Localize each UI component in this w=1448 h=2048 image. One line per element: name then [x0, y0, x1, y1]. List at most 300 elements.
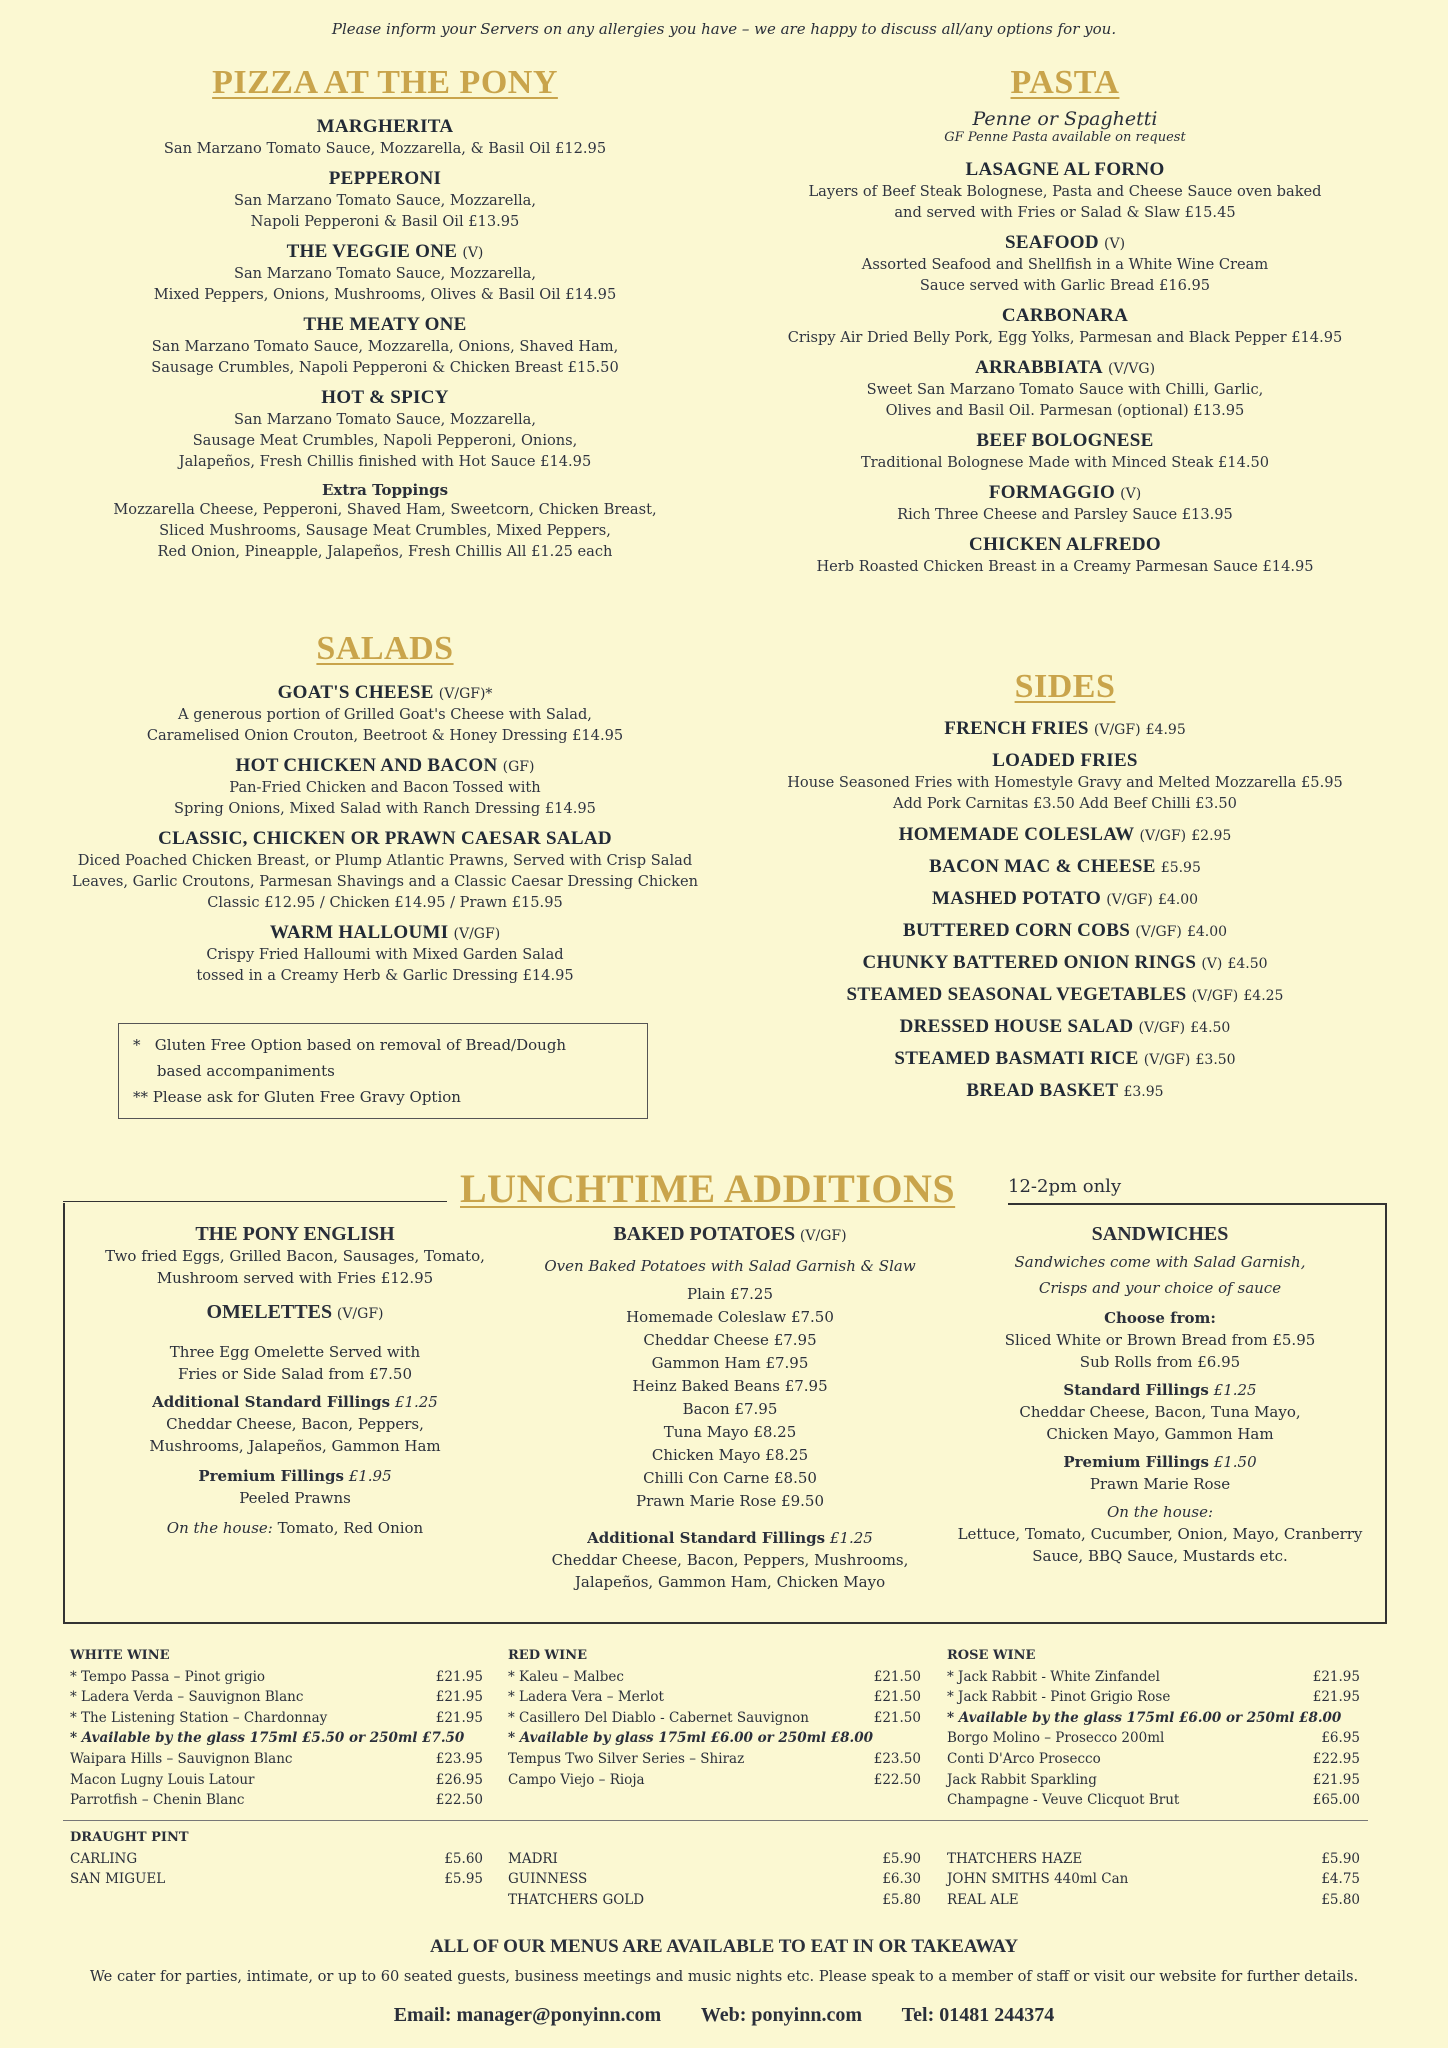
price-row-name: SAN MIGUEL: [70, 1871, 166, 1888]
menu-item-heading: [55, 922, 715, 944]
price-row-name: Champagne - Veuve Clicquot Brut: [947, 1792, 1180, 1809]
std-price: £1.25: [394, 1393, 438, 1411]
omelettes-heading: [85, 1301, 505, 1325]
menu-item-tag: (V/GF)*: [438, 686, 493, 702]
omelettes-name: OMELETTES: [206, 1301, 333, 1323]
menu-item-heading: [60, 116, 710, 138]
menu-item-name: BUTTERED CORN COBS: [902, 920, 1131, 941]
price-row-name: * Available by the glass 175ml £6.00 or 250ml £8.00: [947, 1709, 1342, 1726]
choose-desc: Sliced White or Brown Bread from £5.95 Sub Rolls from £6.95: [1004, 1331, 1316, 1371]
divider: [63, 1201, 447, 1202]
potato-option: Chilli Con Carne £8.50: [643, 1469, 817, 1487]
price-row-name: Parrotfish – Chenin Blanc: [70, 1792, 245, 1809]
potato-option: Bacon £7.95: [682, 1400, 778, 1418]
lunch-col-middle: [510, 1223, 950, 1593]
potato-option: Gammon Ham £7.95: [651, 1354, 809, 1372]
pasta-subtitle: Penne or Spaghetti: [972, 108, 1158, 130]
menu-item-heading: [740, 305, 1390, 327]
menu-item: [60, 241, 710, 305]
omelettes-std: [85, 1391, 505, 1413]
menu-item: [740, 1080, 1390, 1102]
menu-item-name: FORMAGGIO: [988, 482, 1116, 503]
menu-item-desc: Crispy Fried Halloumi with Mixed Garden Salad tossed in a Creamy Herb & Garlic Dressing £14.95: [196, 946, 574, 984]
price-row-name: * Jack Rabbit - White Zinfandel: [947, 1668, 1160, 1685]
menu-item-tag: (V/GF): [1093, 722, 1141, 738]
menu-item-name: FRENCH FRIES: [944, 718, 1089, 739]
white-wine-title: WHITE WINE: [70, 1648, 170, 1663]
price-row-price: £21.50: [873, 1668, 921, 1685]
red-wine: [508, 1646, 921, 1790]
menu-item-heading: [740, 430, 1390, 452]
menu-item-price: £4.95: [1145, 722, 1186, 738]
price-row: [508, 1849, 921, 1870]
menu-item: [740, 1048, 1390, 1070]
menu-item-desc: Assorted Seafood and Shellfish in a White Wine Cream Sauce served with Garlic Bread £16.95: [861, 256, 1269, 294]
price-row-name: * Ladera Vera – Merlot: [508, 1689, 664, 1706]
menu-item: [60, 387, 710, 472]
potato-option: Prawn Marie Rose £9.50: [636, 1492, 824, 1510]
price-row: [947, 1890, 1360, 1911]
footer-headline: ALL OF OUR MENUS ARE AVAILABLE TO EAT IN OR TAKEAWAY: [429, 1936, 1019, 1957]
menu-item-desc: House Seasoned Fries with Homestyle Gravy and Melted Mozzarella £5.95 Add Pork Carnitas £3.50 Add Beef Chilli £3.50: [787, 774, 1343, 812]
menu-item-heading: [740, 952, 1390, 974]
price-row-name: REAL ALE: [947, 1891, 1019, 1908]
menu-item-price: £4.00: [1157, 892, 1199, 908]
price-row-name: THATCHERS GOLD: [508, 1891, 645, 1908]
menu-item-price: £4.50: [1190, 1020, 1231, 1036]
std-label: Additional Standard Fillings: [152, 1393, 391, 1411]
potato-option: Homemade Coleslaw £7.50: [626, 1308, 834, 1326]
menu-item-name: MARGHERITA: [316, 116, 454, 137]
menu-item-heading: [740, 232, 1390, 254]
price-row-price: £5.90: [882, 1850, 921, 1867]
price-row: [947, 1728, 1360, 1749]
note-line: * Gluten Free Option based on removal of Bread/Dough: [133, 1036, 567, 1054]
price-row: [508, 1708, 921, 1729]
price-row: [947, 1849, 1360, 1870]
omelettes-desc: Three Egg Omelette Served with Fries or Side Salad from £7.50: [169, 1343, 421, 1383]
price-row-name: * Jack Rabbit - Pinot Grigio Rose: [947, 1689, 1171, 1706]
menu-item-name: CLASSIC, CHICKEN OR PRAWN CAESAR SALAD: [158, 828, 612, 849]
menu-item: [740, 856, 1390, 878]
menu-item-heading: [740, 482, 1390, 504]
price-row-name: GUINNESS: [508, 1871, 588, 1888]
price-row-price: £23.95: [435, 1750, 483, 1767]
salad-items: [55, 682, 715, 986]
pasta-section: [740, 64, 1390, 586]
menu-item-heading: [740, 888, 1390, 910]
menu-item: [60, 168, 710, 232]
lunch-col-right: [950, 1223, 1370, 1567]
menu-item: [740, 920, 1390, 942]
potato-option: Cheddar Cheese £7.95: [643, 1331, 817, 1349]
menu-item-name: CARBONARA: [1001, 305, 1129, 326]
menu-item: [740, 1016, 1390, 1038]
rose-wine: [947, 1646, 1360, 1811]
lunch-col-left: [85, 1223, 505, 1539]
extra-toppings-desc: Mozzarella Cheese, Pepperoni, Shaved Ham, Sweetcorn, Chicken Breast, Sliced Mushrooms, Sausage Meat Crumbles, Mixed Peppers, Red Onion, Pineapple, Jalapeños, Fresh Chillis All £1.25 each: [113, 501, 657, 560]
menu-item-name: BEEF BOLOGNESE: [976, 430, 1154, 451]
price-row-name: * Available by the glass 175ml £5.50 or 250ml £7.50: [70, 1730, 465, 1747]
menu-item-name: DRESSED HOUSE SALAD: [899, 1016, 1134, 1037]
price-row: [70, 1790, 483, 1811]
menu-item-heading: [740, 750, 1390, 772]
price-row-price: £22.95: [1312, 1750, 1360, 1767]
price-row-price: £23.50: [873, 1750, 921, 1767]
red-wine-title: RED WINE: [508, 1648, 587, 1663]
price-row: [70, 1869, 483, 1890]
menu-item-desc: Pan-Fried Chicken and Bacon Tossed with Spring Onions, Mixed Salad with Ranch Dressing £14.95: [174, 779, 596, 817]
menu-item-desc: San Marzano Tomato Sauce, Mozzarella, Sausage Meat Crumbles, Napoli Pepperoni, Onions, Jalapeños, Fresh Chillis finished with Hot Sauce £14.95: [178, 411, 592, 470]
menu-item-heading: [740, 718, 1390, 740]
note-line: based accompaniments: [133, 1062, 335, 1080]
potatoes-heading: [510, 1223, 950, 1247]
menu-item-heading: [740, 984, 1390, 1006]
menu-item-desc: Rich Three Cheese and Parsley Sauce £13.95: [897, 506, 1233, 523]
menu-item-heading: [55, 682, 715, 704]
draught-col-2: [508, 1828, 921, 1910]
price-row-name: THATCHERS HAZE: [947, 1850, 1083, 1867]
menu-item: [55, 922, 715, 986]
price-row: [947, 1687, 1360, 1708]
menu-item: [60, 314, 710, 378]
sandwiches-subtitle: Sandwiches come with Salad Garnish, Crisps and your choice of sauce: [1014, 1253, 1306, 1297]
potato-option: Plain £7.25: [686, 1285, 773, 1303]
footer-contacts: [0, 2004, 1448, 2027]
pony-english-desc: Two fried Eggs, Grilled Bacon, Sausages, Tomato, Mushroom served with Fries £12.95: [105, 1247, 485, 1287]
extra-toppings: [60, 481, 710, 562]
salads-section: [55, 630, 715, 995]
lunch-title: LUNCHTIME ADDITIONS: [460, 1166, 956, 1211]
menu-item: [740, 159, 1390, 223]
price-row-price: £5.80: [882, 1891, 921, 1908]
omelettes-prem-desc: Peeled Prawns: [239, 1489, 351, 1507]
price-row: [508, 1770, 921, 1791]
menu-item-heading: [740, 920, 1390, 942]
price-row: [70, 1728, 483, 1749]
menu-item-heading: [740, 1080, 1390, 1102]
menu-item-name: PEPPERONI: [328, 168, 442, 189]
menu-item-tag: (V/GF): [1139, 828, 1187, 844]
price-row-price: £5.60: [444, 1850, 483, 1867]
menu-item-price: £4.50: [1227, 956, 1268, 972]
std-price: £1.25: [829, 1529, 873, 1547]
menu-item-tag: (V/VG): [1107, 361, 1156, 377]
price-row-price: £21.95: [1312, 1771, 1360, 1788]
pasta-title: PASTA: [1010, 64, 1120, 101]
std-label: Standard Fillings: [1063, 1381, 1209, 1399]
gluten-free-notes: [118, 1023, 648, 1119]
menu-item-name: THE VEGGIE ONE: [286, 241, 458, 262]
price-row-price: £21.50: [873, 1709, 921, 1726]
price-row-price: £5.80: [1321, 1891, 1360, 1908]
menu-item-name: BACON MAC & CHEESE: [929, 856, 1156, 877]
menu-item-name: SEAFOOD: [1004, 232, 1099, 253]
std-price: £1.25: [1213, 1381, 1257, 1399]
pizza-title: PIZZA AT THE PONY: [212, 64, 558, 101]
menu-item: [740, 357, 1390, 421]
menu-item-name: MASHED POTATO: [931, 888, 1102, 909]
sandwiches-house-label: On the house:: [1106, 1503, 1214, 1521]
menu-item-heading: [740, 534, 1390, 556]
price-row-name: * Tempo Passa – Pinot grigio: [70, 1668, 266, 1685]
price-row-name: Waipara Hills – Sauvignon Blanc: [70, 1750, 293, 1767]
price-row-name: Campo Viejo – Rioja: [508, 1771, 645, 1788]
price-row: [508, 1728, 921, 1749]
menu-item: [740, 984, 1390, 1006]
menu-item-tag: (V): [1201, 956, 1223, 972]
menu-item-tag: (V/GF): [1135, 924, 1182, 940]
price-row: [508, 1687, 921, 1708]
price-row-price: £21.95: [1312, 1689, 1360, 1706]
menu-item: [740, 534, 1390, 577]
potatoes-name: BAKED POTATOES: [613, 1223, 796, 1245]
price-row: [70, 1667, 483, 1688]
menu-item: [740, 430, 1390, 473]
price-row-price: £22.50: [873, 1771, 921, 1788]
pasta-gf-note: GF Penne Pasta available on request: [944, 130, 1186, 145]
rose-wine-title: ROSE WINE: [947, 1648, 1036, 1663]
price-row: [70, 1770, 483, 1791]
potatoes-std: [510, 1527, 950, 1549]
white-wine: [70, 1646, 483, 1811]
omelettes-tag: (V/GF): [336, 1306, 384, 1322]
menu-item-desc: Crispy Air Dried Belly Pork, Egg Yolks, Parmesan and Black Pepper £14.95: [787, 329, 1343, 346]
price-row: [70, 1708, 483, 1729]
phone-link[interactable]: Tel: 01481 244374: [901, 2004, 1055, 2026]
price-row: [947, 1770, 1360, 1791]
omelettes-prem: [85, 1465, 505, 1487]
menu-item-tag: (V): [1104, 236, 1126, 252]
menu-item-desc: Traditional Bolognese Made with Minced Steak £14.50: [860, 454, 1270, 471]
side-items: [740, 718, 1390, 1102]
prem-label: Premium Fillings: [1063, 1453, 1209, 1471]
menu-item-price: £4.25: [1243, 988, 1284, 1004]
menu-item: [60, 116, 710, 159]
allergy-note: Please inform your Servers on any allergies you have – we are happy to discuss all/any options for you.: [331, 20, 1117, 38]
web-link[interactable]: Web: ponyinn.com: [700, 2004, 863, 2026]
menu-item-name: LOADED FRIES: [992, 750, 1138, 771]
menu-item-name: LASAGNE AL FORNO: [965, 159, 1165, 180]
price-row-price: £21.95: [435, 1709, 483, 1726]
menu-item-tag: (V): [462, 245, 484, 261]
extra-toppings-title: Extra Toppings: [321, 481, 449, 499]
menu-item-name: STEAMED BASMATI RICE: [894, 1048, 1139, 1069]
pony-english-name: THE PONY ENGLISH: [195, 1223, 395, 1245]
price-row: [70, 1749, 483, 1770]
price-row: [947, 1869, 1360, 1890]
potatoes-tag: (V/GF): [799, 1228, 847, 1244]
price-row: [508, 1667, 921, 1688]
menu-item-name: HOT CHICKEN AND BACON: [235, 755, 498, 776]
menu-item: [740, 232, 1390, 296]
white-wine-rows: [70, 1667, 483, 1811]
price-row-name: * Available by glass 175ml £6.00 or 250ml £8.00: [508, 1730, 873, 1747]
price-row-price: £5.95: [444, 1871, 483, 1888]
menu-item-heading: [740, 824, 1390, 846]
menu-item-name: BREAD BASKET: [966, 1080, 1119, 1101]
email-link[interactable]: Email: manager@ponyinn.com: [393, 2004, 662, 2026]
menu-item: [740, 824, 1390, 846]
menu-item-desc: A generous portion of Grilled Goat's Cheese with Salad, Caramelised Onion Crouton, Beetroot & Honey Dressing £14.95: [146, 706, 624, 744]
price-row-price: £21.95: [435, 1689, 483, 1706]
prem-price: £1.95: [348, 1467, 392, 1485]
pasta-items: [740, 159, 1390, 577]
rose-wine-rows: [947, 1667, 1360, 1811]
choose-label: Choose from:: [1104, 1309, 1216, 1327]
menu-item-name: HOT & SPICY: [321, 387, 449, 408]
footer-desc: We cater for parties, intimate, or up to 60 seated guests, business meetings and music nights etc. Please speak to a member of staff or visit our website for further details.: [89, 1968, 1359, 1985]
draught-rows: [947, 1849, 1360, 1911]
price-row-name: CARLING: [70, 1850, 138, 1867]
price-row-name: * Ladera Verda – Sauvignon Blanc: [70, 1689, 304, 1706]
pizza-section: [60, 64, 710, 562]
menu-item-tag: (V/GF): [1143, 1052, 1191, 1068]
potato-option: Chicken Mayo £8.25: [651, 1446, 809, 1464]
price-row-price: £21.95: [435, 1668, 483, 1685]
menu-item-price: £3.95: [1123, 1084, 1164, 1100]
sandwiches-prem: [950, 1451, 1370, 1473]
sandwiches-prem-desc: Prawn Marie Rose: [1089, 1475, 1231, 1493]
menu-item-desc: San Marzano Tomato Sauce, Mozzarella, Mixed Peppers, Onions, Mushrooms, Olives & Basil Oil £14.95: [153, 265, 617, 303]
menu-item-desc: San Marzano Tomato Sauce, Mozzarella, Onions, Shaved Ham, Sausage Crumbles, Napoli Pepperoni & Chicken Breast £15.50: [151, 338, 619, 376]
price-row: [508, 1869, 921, 1890]
menu-item-name: HOMEMADE COLESLAW: [898, 824, 1135, 845]
menu-item-heading: [60, 387, 710, 409]
price-row-name: MADRI: [508, 1850, 558, 1867]
salads-title: SALADS: [316, 630, 454, 667]
menu-item-heading: [60, 168, 710, 190]
draught-rows: [70, 1849, 483, 1890]
menu-item-heading: [740, 1016, 1390, 1038]
price-row-name: Conti D'Arco Prosecco: [947, 1750, 1101, 1767]
price-row-name: JOHN SMITHS 440ml Can: [947, 1871, 1129, 1888]
note-line: ** Please ask for Gluten Free Gravy Option: [133, 1088, 461, 1106]
menu-item-name: THE MEATY ONE: [303, 314, 467, 335]
menu-item: [740, 482, 1390, 525]
menu-item-tag: (V/GF): [1106, 892, 1153, 908]
potato-option: Tuna Mayo £8.25: [663, 1423, 797, 1441]
house-label: On the house:: [166, 1519, 273, 1537]
price-row-name: Macon Lugny Louis Latour: [70, 1771, 255, 1788]
price-row-name: * The Listening Station – Chardonnay: [70, 1709, 328, 1726]
price-row-price: £5.90: [1321, 1850, 1360, 1867]
menu-item: [740, 305, 1390, 348]
price-row-name: * Kaleu – Malbec: [508, 1668, 624, 1685]
menu-item-heading: [740, 159, 1390, 181]
menu-item-price: £4.00: [1186, 924, 1228, 940]
price-row: [947, 1708, 1360, 1729]
menu-item-desc: San Marzano Tomato Sauce, Mozzarella, & Basil Oil £12.95: [163, 140, 607, 157]
menu-item-tag: (GF): [502, 759, 535, 775]
menu-item: [740, 952, 1390, 974]
menu-item: [55, 682, 715, 746]
sandwiches-std-desc: Cheddar Cheese, Bacon, Tuna Mayo, Chicken Mayo, Gammon Ham: [1019, 1403, 1301, 1443]
menu-item-desc: San Marzano Tomato Sauce, Mozzarella, Napoli Pepperoni & Basil Oil £13.95: [233, 192, 537, 230]
menu-item-tag: (V): [1120, 486, 1142, 502]
price-row-name: * Casillero Del Diablo - Cabernet Sauvignon: [508, 1709, 809, 1726]
price-row-price: £65.00: [1312, 1792, 1360, 1809]
price-row-price: £4.75: [1321, 1871, 1360, 1888]
sandwiches-name: SANDWICHES: [1091, 1223, 1229, 1245]
sandwiches-std: [950, 1379, 1370, 1401]
draught-title: DRAUGHT PINT: [70, 1830, 189, 1845]
draught-rows: [508, 1849, 921, 1911]
std-label: Additional Standard Fillings: [587, 1529, 826, 1547]
omelettes-std-desc: Cheddar Cheese, Bacon, Peppers, Mushrooms, Jalapeños, Gammon Ham: [149, 1415, 441, 1455]
menu-item-price: £2.95: [1191, 828, 1232, 844]
divider: [63, 1820, 1368, 1821]
potatoes-subtitle: Oven Baked Potatoes with Salad Garnish & Slaw: [544, 1257, 916, 1275]
menu-item-name: STEAMED SEASONAL VEGETABLES: [846, 984, 1187, 1005]
price-row: [508, 1749, 921, 1770]
menu-item: [740, 718, 1390, 740]
draught-col-1: [70, 1828, 483, 1890]
pizza-items: [60, 116, 710, 472]
red-wine-rows: [508, 1667, 921, 1791]
menu-item-heading: [55, 828, 715, 850]
lunch-time: 12-2pm only: [1008, 1176, 1122, 1197]
price-row-price: £6.30: [882, 1871, 921, 1888]
price-row-name: Borgo Molino – Prosecco 200ml: [947, 1730, 1165, 1747]
price-row: [508, 1890, 921, 1911]
menu-item-name: GOAT'S CHEESE: [277, 682, 434, 703]
price-row-price: £22.50: [435, 1792, 483, 1809]
prem-price: £1.50: [1213, 1453, 1257, 1471]
menu-item-heading: [740, 1048, 1390, 1070]
menu-item: [740, 750, 1390, 814]
menu-item-tag: (V/GF): [1191, 988, 1239, 1004]
price-row-price: £21.95: [1312, 1668, 1360, 1685]
menu-item: [55, 828, 715, 913]
potatoes-list: [510, 1283, 950, 1513]
price-row-name: Tempus Two Silver Series – Shiraz: [508, 1750, 745, 1767]
menu-item-price: £5.95: [1160, 860, 1201, 876]
price-row: [947, 1749, 1360, 1770]
menu-item-name: CHUNKY BATTERED ONION RINGS: [862, 952, 1197, 973]
draught-col-3: [947, 1828, 1360, 1910]
potato-option: Heinz Baked Beans £7.95: [632, 1377, 828, 1395]
price-row-price: £21.50: [873, 1689, 921, 1706]
menu-item-tag: (V/GF): [1138, 1020, 1186, 1036]
menu-item-desc: Sweet San Marzano Tomato Sauce with Chilli, Garlic, Olives and Basil Oil. Parmesan (optional) £13.95: [866, 381, 1264, 419]
divider: [1008, 1203, 1385, 1205]
menu-item-heading: [60, 314, 710, 336]
menu-item-desc: Diced Poached Chicken Breast, or Plump Atlantic Prawns, Served with Crisp Salad Leaves, Garlic Croutons, Parmesan Shavings and a Classic Caesar Dressing Chicken Classic £12.95 / Chicken £14.95 / Prawn £15.95: [71, 852, 699, 911]
menu-item: [55, 755, 715, 819]
prem-label: Premium Fillings: [198, 1467, 344, 1485]
price-row-price: £26.95: [435, 1771, 483, 1788]
menu-item-desc: Layers of Beef Steak Bolognese, Pasta and Cheese Sauce oven baked and served with Fries or Salad & Slaw £15.45: [808, 183, 1322, 221]
omelettes-house: [85, 1517, 505, 1539]
sides-section: [740, 668, 1390, 1112]
price-row: [70, 1687, 483, 1708]
menu-item-tag: (V/GF): [453, 926, 501, 942]
potatoes-std-desc: Cheddar Cheese, Bacon, Peppers, Mushrooms, Jalapeños, Gammon Ham, Chicken Mayo: [551, 1551, 909, 1591]
menu-item-name: CHICKEN ALFREDO: [969, 534, 1161, 555]
price-row: [947, 1667, 1360, 1688]
sides-title: SIDES: [1014, 668, 1116, 705]
menu-item-name: WARM HALLOUMI: [269, 922, 449, 943]
menu-item: [740, 888, 1390, 910]
house-desc: Tomato, Red Onion: [272, 1519, 424, 1537]
price-row: [947, 1790, 1360, 1811]
menu-item-heading: [60, 241, 710, 263]
menu-item-price: £3.50: [1195, 1052, 1236, 1068]
price-row: [70, 1849, 483, 1870]
price-row-name: Jack Rabbit Sparkling: [947, 1771, 1097, 1788]
menu-item-desc: Herb Roasted Chicken Breast in a Creamy Parmesan Sauce £14.95: [816, 558, 1314, 575]
